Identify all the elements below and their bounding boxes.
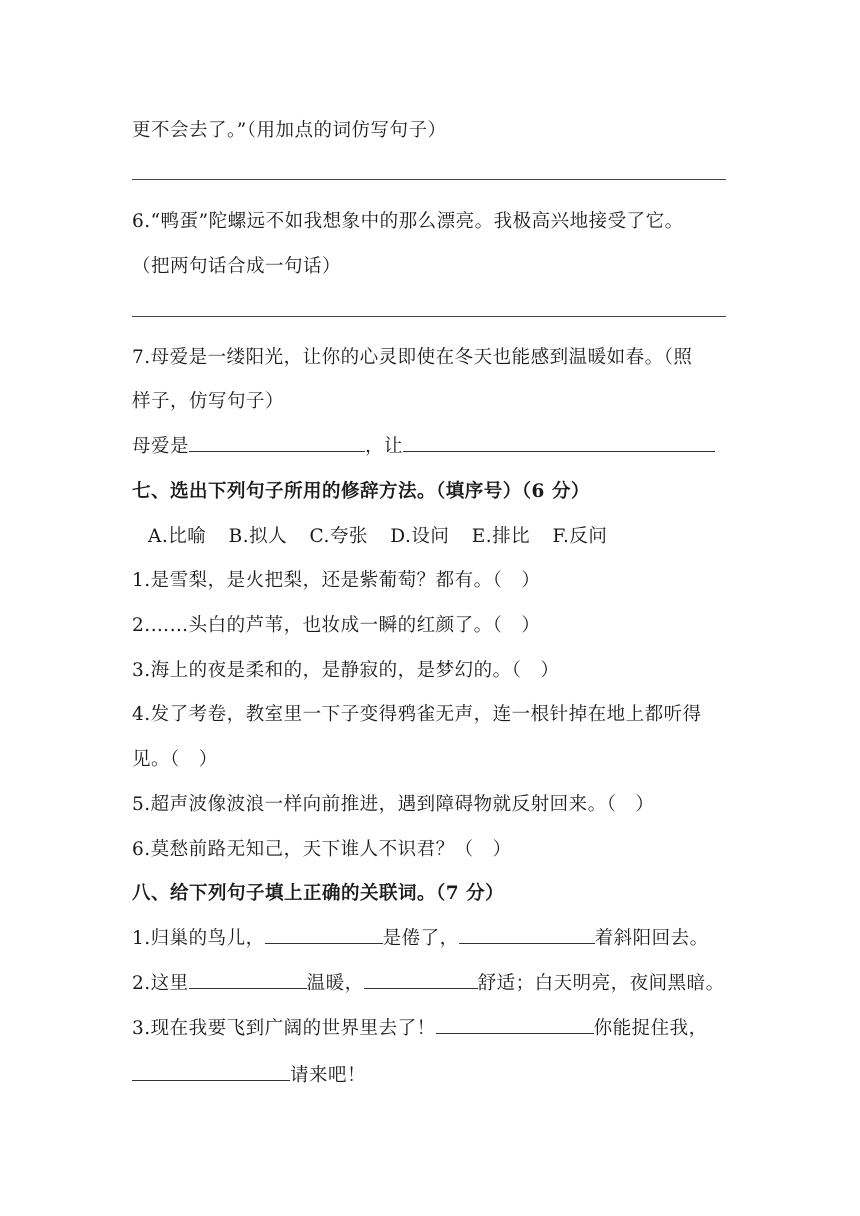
- s7-item-4: 4.发了考卷，教室里一下子变得鸦雀无声，连一根针掉在地上都听得: [132, 704, 702, 725]
- answer-line-q6[interactable]: [132, 316, 726, 317]
- q5-tail: 更不会去了。”（用加点的词仿写句子）: [132, 120, 447, 141]
- s7-item-4-cont: 见。（ ）: [132, 749, 218, 770]
- answer-line-q5[interactable]: [132, 179, 726, 180]
- option-a: A.比喻: [148, 526, 207, 547]
- s8-q1-part3: 着斜阳回去。: [594, 928, 709, 949]
- s8-q1-blank-2[interactable]: [459, 925, 595, 944]
- s8-q3-blank-2[interactable]: [132, 1062, 290, 1081]
- q7-answer-row: [132, 432, 715, 458]
- s8-q2-blank-1[interactable]: [189, 970, 307, 989]
- section8-title: 八、给下列句子填上正确的关联词。（7 分）: [132, 883, 505, 904]
- s8-q2-part3: 舒适；白天明亮，夜间黑暗。: [477, 973, 725, 994]
- option-f: F.反问: [552, 526, 608, 547]
- s8-item-3: [132, 1014, 708, 1040]
- q6-text: 6.“鸭蛋”陀螺远不如我想象中的那么漂亮。我极高兴地接受了它。: [132, 211, 684, 232]
- s8-q3-part2: 你能捉住我，: [593, 1018, 708, 1039]
- s8-item-3-cont: [132, 1061, 366, 1087]
- option-e: E.排比: [471, 526, 531, 547]
- q7-prefix: 母爱是: [132, 436, 190, 457]
- s8-q2-blank-2[interactable]: [364, 970, 478, 989]
- s8-q2-part1: 2.这里: [132, 973, 189, 994]
- q6-instruction: （把两句话合成一句话）: [132, 256, 342, 277]
- s8-q3-part1: 3.现在我要飞到广阔的世界里去了！: [132, 1018, 436, 1039]
- s7-item-5: 5.超声波像波浪一样向前推进，遇到障碍物就反射回来。（ ）: [132, 794, 655, 815]
- q7-middle: ，让: [365, 436, 404, 457]
- s7-item-6: 6.莫愁前路无知己，天下谁人不识君？（ ）: [132, 839, 512, 860]
- rhetoric-options: [148, 522, 623, 548]
- s8-q1-part2: 是倦了，: [382, 928, 459, 949]
- s7-item-2: 2.……头白的芦苇，也妆成一瞬的红颜了。（ ）: [132, 615, 541, 636]
- option-d: D.设问: [390, 526, 450, 547]
- option-c: C.夸张: [309, 526, 368, 547]
- option-b: B.拟人: [228, 526, 288, 547]
- s8-q1-blank-1[interactable]: [265, 925, 383, 944]
- q7-text-cont: 样子，仿写句子）: [132, 391, 285, 412]
- q7-text: 7.母爱是一缕阳光，让你的心灵即使在冬天也能感到温暖如春。（照: [132, 347, 693, 368]
- section7-title: 七、选出下列句子所用的修辞方法。（填序号）（6 分）: [132, 481, 590, 502]
- s7-item-1: 1.是雪梨，是火把梨，还是紫葡萄？都有。（ ）: [132, 570, 541, 591]
- s8-q3-end: 请来吧！: [290, 1065, 367, 1086]
- q7-blank-1[interactable]: [189, 433, 365, 452]
- s8-item-1: [132, 924, 709, 950]
- s7-item-3: 3.海上的夜是柔和的，是静寂的，是梦幻的。（ ）: [132, 660, 560, 681]
- s8-q2-part2: 温暖，: [306, 973, 364, 994]
- s8-item-2: [132, 969, 725, 995]
- s8-q3-blank-1[interactable]: [436, 1015, 594, 1034]
- s8-q1-part1: 1.归巢的鸟儿，: [132, 928, 265, 949]
- q7-blank-2[interactable]: [403, 433, 715, 452]
